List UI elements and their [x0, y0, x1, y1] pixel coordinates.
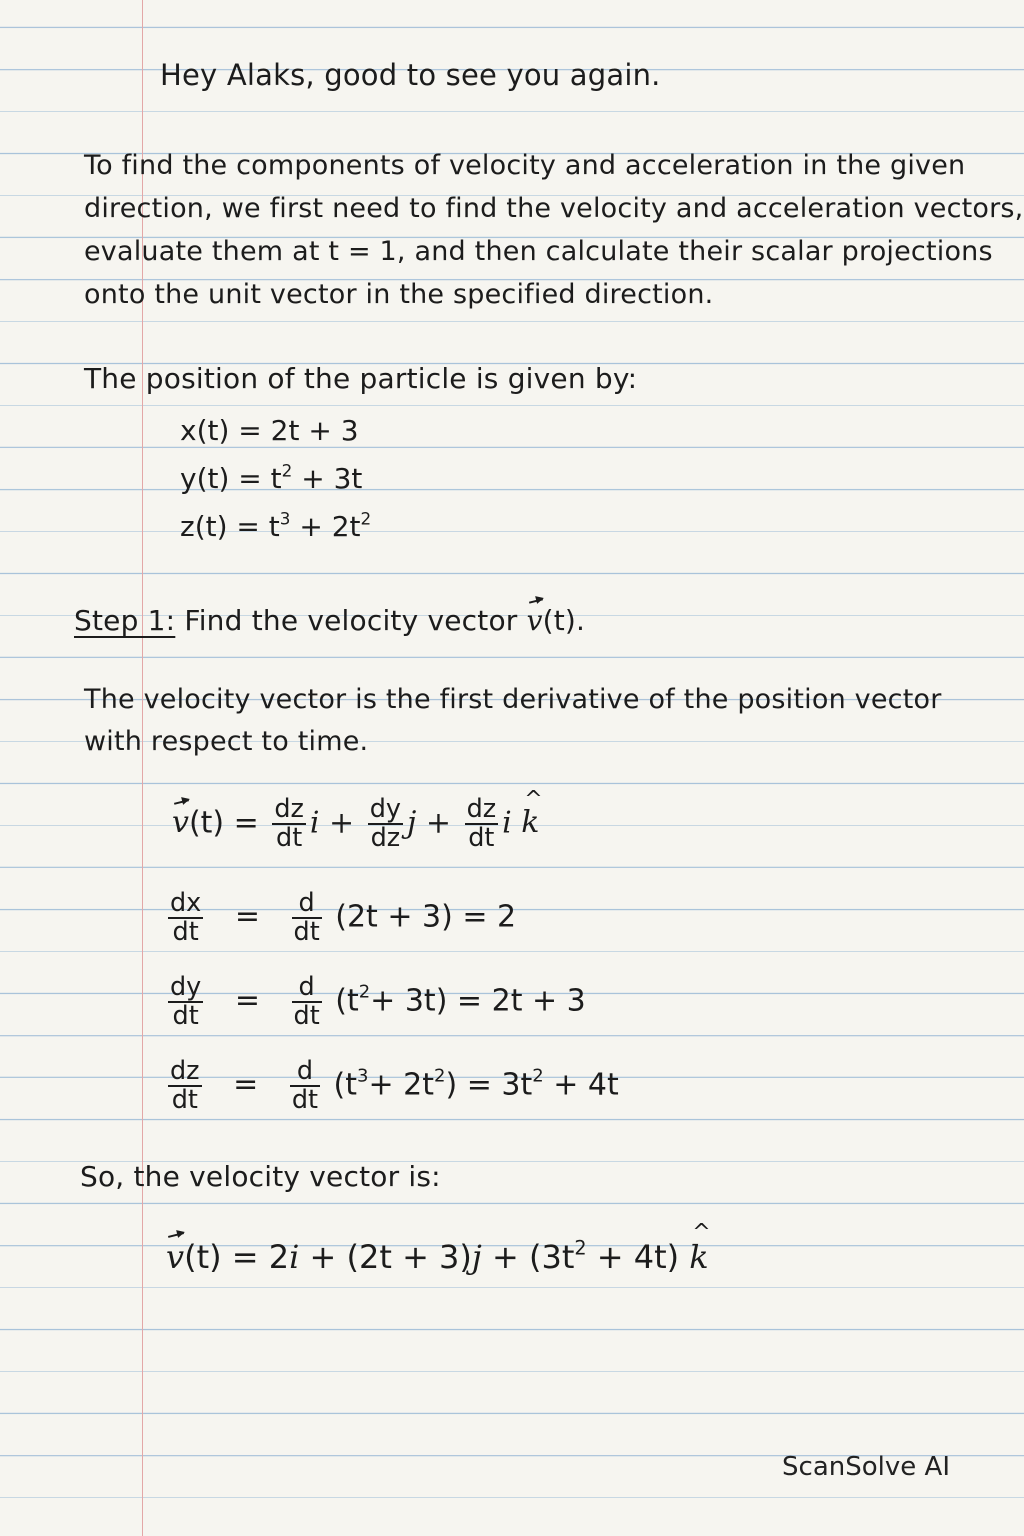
velocity-symbol: v	[526, 604, 543, 637]
greeting: Hey Alaks, good to see you again.	[160, 58, 661, 92]
velocity-final: $v(t) = 2i + (2t + 3)j + (3t^2 + 4t)$ ^ k	[166, 1238, 709, 1276]
velocity-desc-line-2: with respect to time.	[84, 726, 369, 757]
position-z: $z(t) = t^3 + 2t^2$	[180, 508, 372, 543]
step1-heading: Step 1: Find the velocity vector v(t).	[74, 604, 586, 637]
intro-line-1: To find the components of velocity and acceleration in the given	[84, 150, 966, 181]
scansolve-watermark: ScanSolve AI	[782, 1452, 950, 1482]
velocity-definition: v(t) = $\frac{dz}{dt}$ i + $\frac{dy}{dz}$ j + $\frac{dz}{dt}$ i ^ k	[172, 796, 539, 852]
intro-line-4: onto the unit vector in the specified direction.	[84, 279, 714, 310]
step1-title: Find the velocity vector	[184, 604, 518, 637]
position-x: x(t) = 2t + 3	[180, 414, 359, 447]
velocity-desc-line-1: The velocity vector is the first derivative of the position vector	[84, 684, 942, 715]
derivative-dz: $\frac{dz}{dt}$ = $\frac{d}{dt}$ $(t^3+ 2t^2) = 3t^2 + 4t$	[170, 1056, 619, 1115]
derivative-dx: $\frac{dx}{dt}$ = $\frac{d}{dt}$ (2t + 3) = 2	[170, 888, 517, 947]
so-line: So, the velocity vector is:	[80, 1160, 441, 1193]
margin-line	[142, 0, 143, 1536]
step1-label: Step 1:	[74, 604, 176, 637]
position-intro: The position of the particle is given by:	[84, 362, 638, 395]
position-y: $y(t) = t^2 + 3t$	[180, 460, 363, 495]
intro-line-2: direction, we first need to find the velocity and acceleration vectors,	[84, 193, 1024, 224]
intro-line-3: evaluate them at t = 1, and then calculate their scalar projections	[84, 236, 993, 267]
derivative-dy: $\frac{dy}{dt}$ = $\frac{d}{dt}$ $(t^2+ 3t) = 2t + 3$	[170, 972, 586, 1031]
